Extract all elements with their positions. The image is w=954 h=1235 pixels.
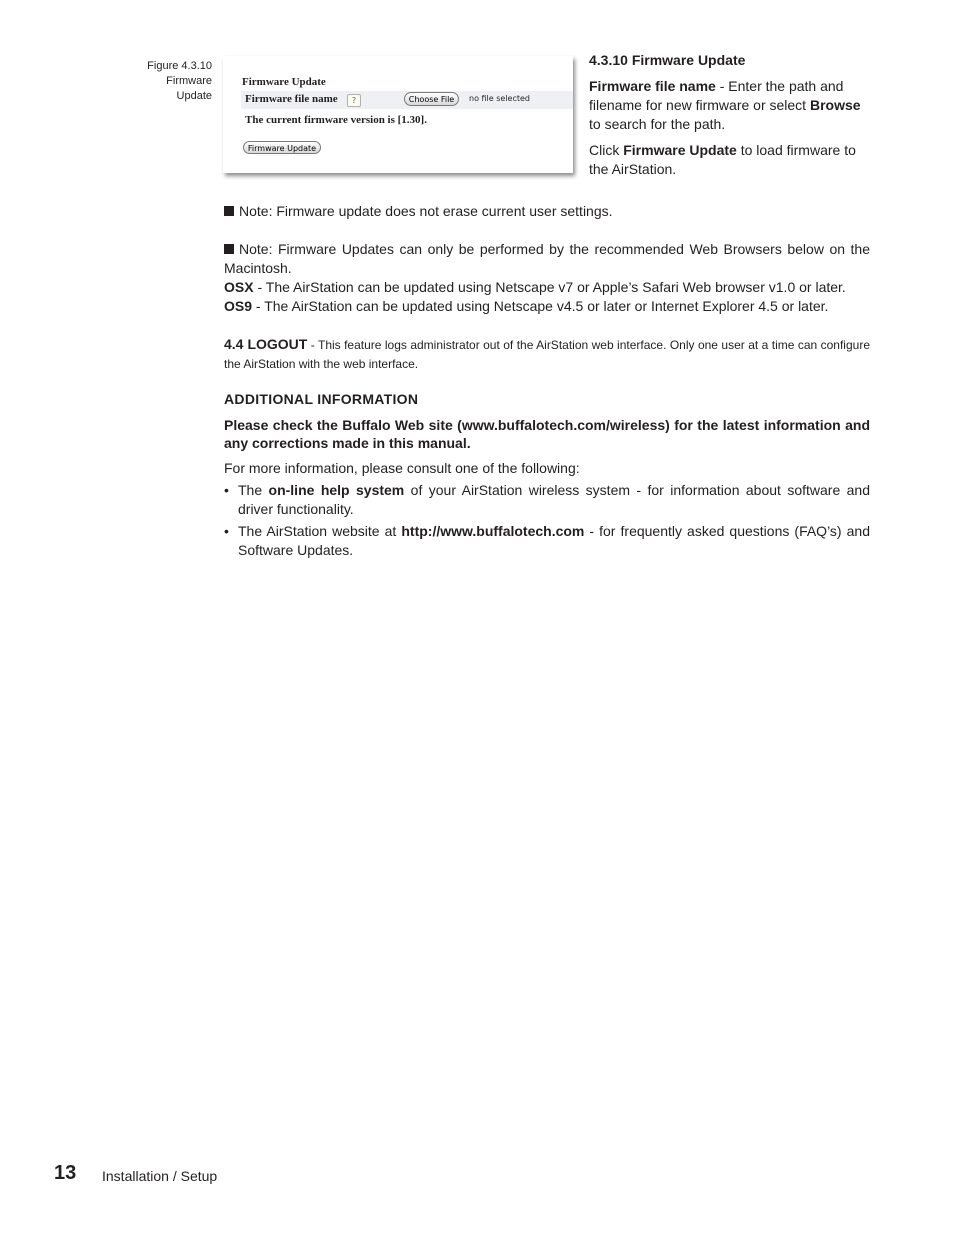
no-file-selected-text: no file selected bbox=[469, 94, 531, 103]
logout-heading: 4.4 LOGOUT bbox=[224, 336, 308, 352]
note-text: Note: Firmware update does not erase current user settings. bbox=[239, 203, 613, 219]
additional-information-heading: ADDITIONAL INFORMATION bbox=[224, 391, 419, 407]
logout-text: - This feature logs administrator out of the AirStation web interface. Only one user at a time can configure the AirStation with the web interface. bbox=[224, 338, 870, 371]
text: of your AirStation wireless system - for information about software and driver functionality. bbox=[238, 482, 870, 517]
term: Browse bbox=[809, 97, 861, 113]
caption-line: Update bbox=[176, 90, 212, 102]
help-icon[interactable]: ? bbox=[347, 94, 361, 107]
list-item bbox=[224, 522, 870, 560]
firmware-file-row bbox=[241, 91, 573, 109]
firmware-update-screenshot bbox=[223, 56, 573, 173]
footer-section: Installation / Setup bbox=[102, 1168, 218, 1184]
bullet-icon: • bbox=[224, 523, 229, 539]
text: to search for the path. bbox=[589, 116, 726, 132]
firmware-file-label: Firmware file name bbox=[245, 93, 338, 105]
os-text: - The AirStation can be updated using Netscape v4.5 or later or Internet Explorer 4.5 or later. bbox=[252, 298, 829, 314]
check-website-paragraph: Please check the Buffalo Web site (www.buffalotech.com/wireless) for the latest information and any corrections made in this manual. bbox=[224, 417, 870, 451]
text: - Enter the path and filename for new firmware or select bbox=[589, 78, 844, 113]
osx-paragraph bbox=[224, 278, 870, 297]
firmware-update-description bbox=[589, 51, 871, 186]
more-information-paragraph: For more information, please consult one of the following: bbox=[224, 460, 580, 476]
note-firmware-settings bbox=[224, 202, 870, 221]
firmware-update-paragraph bbox=[589, 141, 871, 179]
section-heading: 4.3.10 Firmware Update bbox=[589, 52, 746, 68]
os-label: OSX bbox=[224, 279, 254, 295]
figure-caption bbox=[120, 59, 212, 104]
caption-line: Figure 4.3.10 bbox=[147, 60, 212, 72]
term: Firmware file name bbox=[589, 78, 716, 94]
note-browsers bbox=[224, 240, 870, 278]
text: The AirStation website at bbox=[238, 523, 402, 539]
text: - for frequently asked questions (FAQ’s) and Software Updates. bbox=[238, 523, 870, 558]
square-bullet-icon bbox=[224, 244, 234, 254]
screenshot-title: Firmware Update bbox=[242, 76, 326, 88]
os9-paragraph bbox=[224, 297, 870, 316]
bullet-icon: • bbox=[224, 482, 229, 498]
resource-list bbox=[224, 481, 870, 560]
text: The bbox=[238, 482, 269, 498]
firmware-version-text: The current firmware version is [1.30]. bbox=[245, 114, 427, 126]
page-number: 13 bbox=[54, 1162, 77, 1184]
term: on-line help system bbox=[268, 482, 405, 498]
main-text bbox=[224, 202, 870, 563]
text: Click bbox=[589, 142, 624, 158]
caption-line: Firmware bbox=[166, 75, 212, 87]
logout-paragraph bbox=[224, 335, 870, 374]
firmware-file-name-paragraph bbox=[589, 77, 871, 134]
note-text: Note: Firmware Updates can only be performed by the recommended Web Browsers below on the Macintosh. bbox=[224, 241, 870, 276]
website-link[interactable]: http://www.buffalotech.com bbox=[401, 523, 585, 539]
square-bullet-icon bbox=[224, 206, 234, 216]
os-label: OS9 bbox=[224, 298, 253, 314]
firmware-update-button[interactable]: Firmware Update bbox=[243, 141, 321, 154]
list-item bbox=[224, 481, 870, 519]
text: to load firmware to the AirStation. bbox=[589, 142, 856, 177]
term: Firmware Update bbox=[623, 142, 737, 158]
os-text: - The AirStation can be updated using Netscape v7 or Apple’s Safari Web browser v1.0 or later. bbox=[253, 279, 846, 295]
choose-file-button[interactable]: Choose File bbox=[404, 92, 459, 106]
